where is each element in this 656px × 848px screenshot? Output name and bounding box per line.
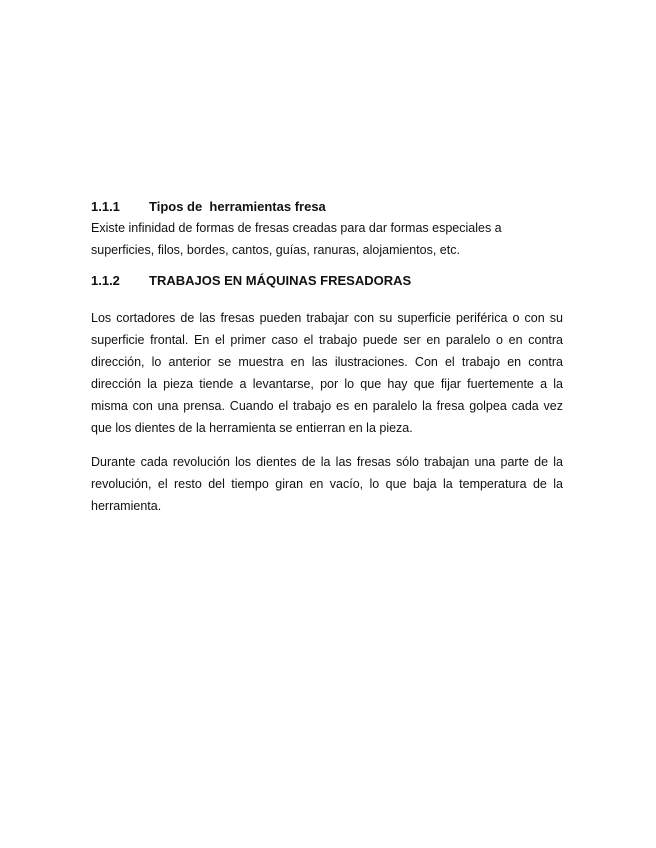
section-number: 1.1.1 [91,199,120,214]
page-content [91,197,563,517]
section-number: 1.1.2 [91,273,120,288]
section-title: Tipos de herramientas fresa [149,199,326,214]
section-title: TRABAJOS EN MÁQUINAS FRESADORAS [149,273,412,288]
section-2-paragraph-1: Los cortadores de las fresas pueden trabajar con su superficie periférica o con su superficie frontal. En el primer caso el trabajo puede ser en paralelo o en contra dirección, lo anterior se muestra en las ilustraciones. Con el trabajo en contra dirección la pieza tiende a levantarse, por lo que hay que fijar fuertemente a la misma con una prensa. Cuando el trabajo es en paralelo la fresa golpea cada vez que los dientes de la herramienta se entierran en la pieza. [91,311,563,435]
section-heading-1-1-1 [91,197,563,217]
section-1-paragraph: Existe infinidad de formas de fresas creadas para dar formas especiales a superficies, filos, bordes, cantos, guías, ranuras, alojamientos, etc. [91,221,502,257]
section-2-paragraph-2: Durante cada revolución los dientes de la las fresas sólo trabajan una parte de la revolución, el resto del tiempo giran en vacío, lo que baja la temperatura de la herramienta. [91,455,563,513]
section-heading-1-1-2 [91,271,563,291]
